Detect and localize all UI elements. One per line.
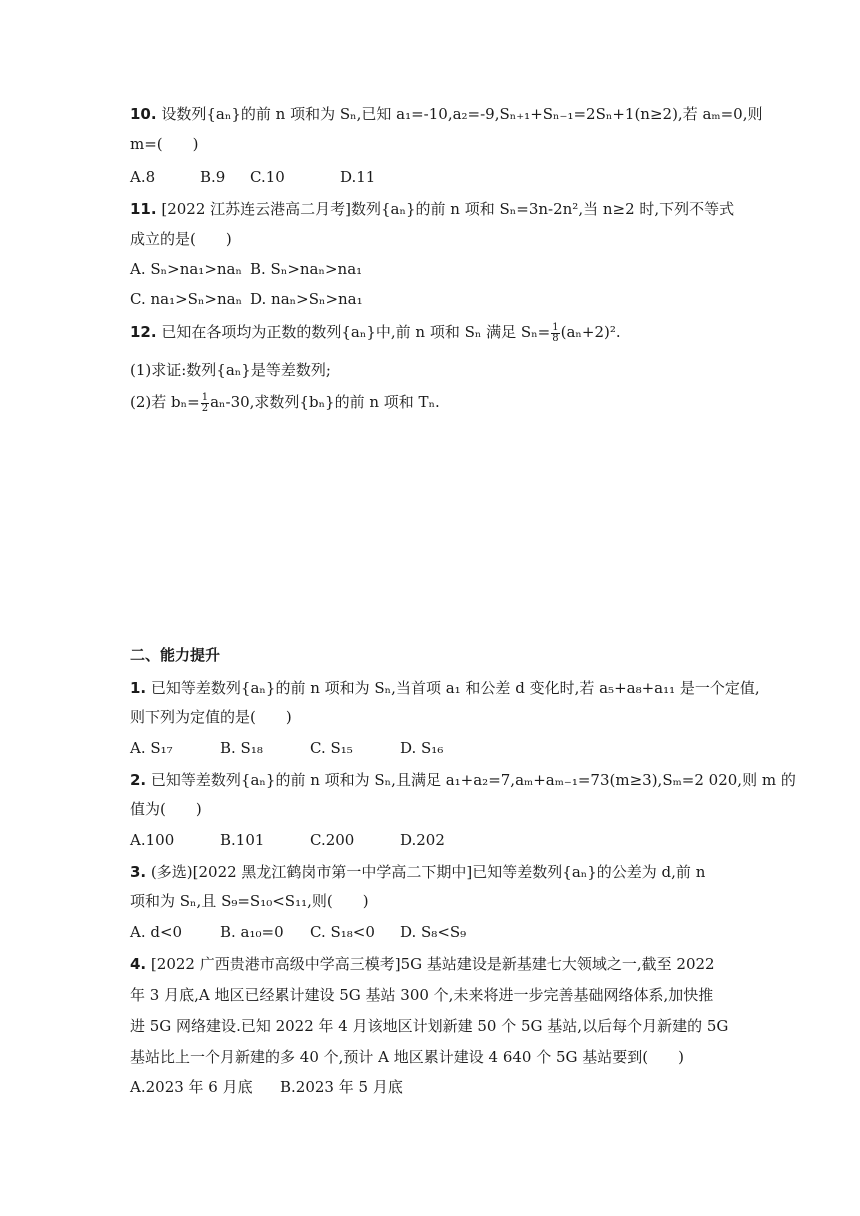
p4-line2: 年 3 月底,A 地区已经累计建设 5G 基站 300 个,未来将进一步完善基础网络体系,加快推 [130,986,714,1004]
q12-part2-a: (2)若 bₙ= [130,393,200,411]
q10-stem: 设数列{aₙ}的前 n 项和为 Sₙ,已知 a₁=-10,a₂=-9,Sₙ₊₁+Sₙ₋₁=2Sₙ+1(n≥2),若 aₘ=0,则 [161,105,763,123]
p3-option-a[interactable]: A. d<0 [130,923,183,941]
section2-title: 二、能力提升 [130,646,221,664]
p3-line2: 项和为 Sₙ,且 S₉=S₁₀<S₁₁,则( ) [130,892,369,910]
p2-option-a[interactable]: A.100 [130,831,175,849]
p2-option-b[interactable]: B.101 [220,831,265,849]
q11-option-b[interactable]: B. Sₙ>naₙ>na₁ [250,260,363,278]
p2-options [130,830,530,850]
p3-number: 3. [130,863,147,881]
p2-line2: 值为( ) [130,800,202,818]
q10-number: 10. [130,105,157,123]
q12-frac2-num: 1 [201,391,209,403]
q12-stem-b: (aₙ+2)². [560,323,621,341]
p1-option-d[interactable]: D. S₁₆ [400,739,444,757]
p1-stem: 已知等差数列{aₙ}的前 n 项和为 Sₙ,当首项 a₁ 和公差 d 变化时,若 a₅+a₈+a₁₁ 是一个定值, [150,679,760,697]
p1-line1 [130,678,760,698]
q10-line2: m=( ) [130,135,199,153]
q12-part1: (1)求证:数列{aₙ}是等差数列; [130,361,331,379]
q11-stem: [2022 江苏连云港高二月考]数列{aₙ}的前 n 项和 Sₙ=3n-2n²,当 n≥2 时,下列不等式 [161,200,735,218]
q11-options-row2 [130,289,530,309]
p4-line3: 进 5G 网络建设.已知 2022 年 4 月该地区计划新建 50 个 5G 基站,以后每个月新建的 5G [130,1017,729,1035]
q12-number: 12. [130,323,157,341]
q12-line1 [130,322,621,344]
p2-line1 [130,770,796,790]
q10-options [130,167,530,187]
p3-line1 [130,862,705,882]
p1-option-a[interactable]: A. S₁₇ [130,739,173,757]
p3-stem: (多选)[2022 黑龙江鹤岗市第一中学高二下期中]已知等差数列{aₙ}的公差为 d,前 n [150,863,706,881]
q12-fraction-1-8 [551,323,559,344]
q11-number: 11. [130,200,157,218]
p4-option-a[interactable]: A.2023 年 6 月底 [130,1078,253,1096]
q12-frac1-den: 8 [552,332,559,344]
q11-option-d[interactable]: D. naₙ>Sₙ>na₁ [250,290,363,308]
q12-part2-b: aₙ-30,求数列{bₙ}的前 n 项和 Tₙ. [210,393,440,411]
p2-number: 2. [130,771,147,789]
q11-line2: 成立的是( ) [130,230,232,248]
q12-frac1-num: 1 [552,321,559,333]
q12-part2 [130,392,440,414]
q11-options-row1 [130,259,530,279]
q10-option-a[interactable]: A.8 [130,168,156,186]
p1-option-b[interactable]: B. S₁₈ [220,739,263,757]
p4-number: 4. [130,955,147,973]
p3-option-c[interactable]: C. S₁₈<0 [310,923,375,941]
p2-stem: 已知等差数列{aₙ}的前 n 项和为 Sₙ,且满足 a₁+a₂=7,aₘ+aₘ₋₁=73(m≥3),Sₘ=2 020,则 m 的 [150,771,796,789]
p1-number: 1. [130,679,147,697]
p3-option-d[interactable]: D. S₈<S₉ [400,923,467,941]
p4-option-b[interactable]: B.2023 年 5 月底 [280,1078,403,1096]
p1-line2: 则下列为定值的是( ) [130,708,292,726]
q11-option-a[interactable]: A. Sₙ>na₁>naₙ [130,260,242,278]
p1-options [130,738,530,758]
q11-line1 [130,199,734,219]
q10-option-c[interactable]: C.10 [250,168,285,186]
q11-option-c[interactable]: C. na₁>Sₙ>naₙ [130,290,243,308]
q10-option-b[interactable]: B.9 [200,168,226,186]
q12-fraction-1-2 [201,393,209,414]
p4-line1 [130,954,715,974]
p3-options [130,922,530,942]
p4-line4: 基站比上一个月新建的多 40 个,预计 A 地区累计建设 4 640 个 5G 基站要到( ) [130,1048,685,1066]
p1-option-c[interactable]: C. S₁₅ [310,739,353,757]
q10-option-d[interactable]: D.11 [340,168,376,186]
q12-stem-a: 已知在各项均为正数的数列{aₙ}中,前 n 项和 Sₙ 满足 Sₙ= [161,323,551,341]
p3-option-b[interactable]: B. a₁₀=0 [220,923,284,941]
q12-frac2-den: 2 [201,402,209,414]
q10-line1 [130,104,762,124]
p2-option-d[interactable]: D.202 [400,831,445,849]
p4-options [130,1077,530,1097]
p4-stem: [2022 广西贵港市高级中学高三模考]5G 基站建设是新基建七大领域之一,截至 2022 [150,955,715,973]
p2-option-c[interactable]: C.200 [310,831,355,849]
